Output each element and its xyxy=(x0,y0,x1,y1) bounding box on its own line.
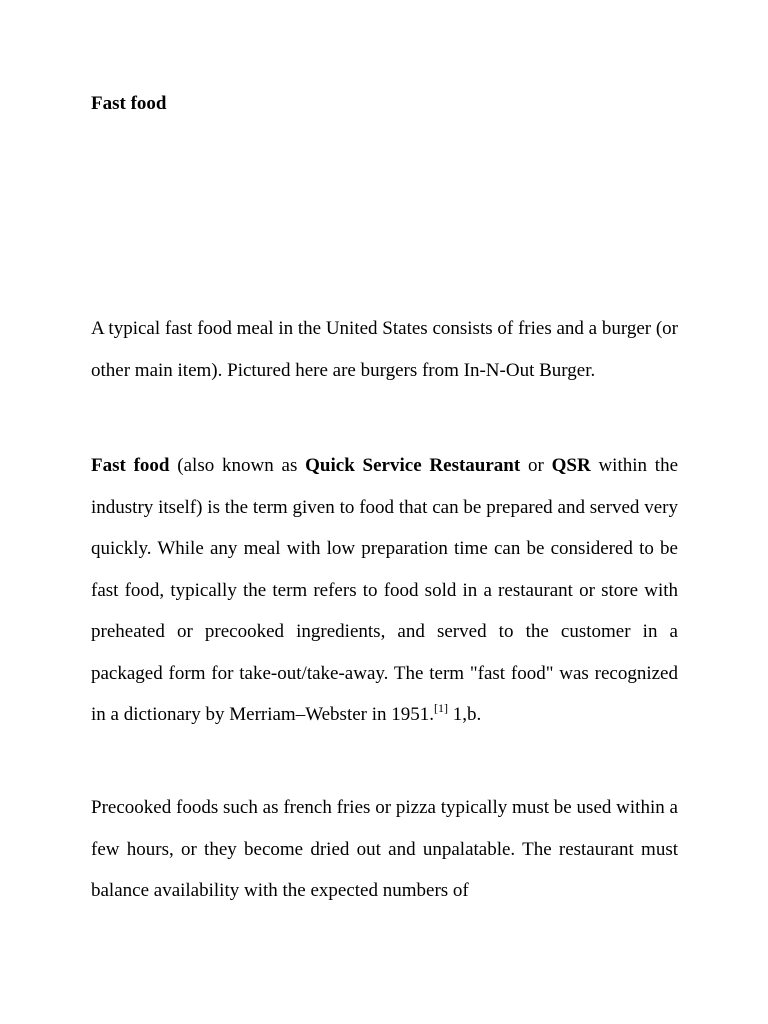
image-caption: A typical fast food meal in the United States consists of fries and a burger (or other main item). Pictured here are burgers from In-N-Out Burger. xyxy=(91,318,678,381)
body-paragraph: Precooked foods such as french fries or pizza typically must be used within a few hours, or they become dried out and unpalatable. The restaurant must balance availability with the expected numbers of xyxy=(91,797,678,901)
term-quick-service-restaurant: Quick Service Restaurant xyxy=(305,455,521,476)
intro-text-1: (also known as xyxy=(169,455,306,476)
term-qsr: QSR xyxy=(551,455,591,476)
intro-text-4: 1,b. xyxy=(448,704,482,725)
citation-link[interactable]: [1] xyxy=(434,701,449,715)
document-title: Fast food xyxy=(91,93,167,114)
intro-text-2: or xyxy=(520,455,552,476)
intro-paragraph xyxy=(91,445,678,736)
term-fast-food: Fast food xyxy=(91,455,170,476)
intro-text-3: within the industry itself) is the term given to food that can be prepared and served very quickly. While any meal with low preparation time can be considered to be fast food, typically the term refers to food sold in a restaurant or store with preheated or precooked ingredients, and served to the customer in a packaged form for take-out/take-away. The term "fast food" was recognized in a dictionary by Merriam–Webster in 1951. xyxy=(91,455,679,725)
